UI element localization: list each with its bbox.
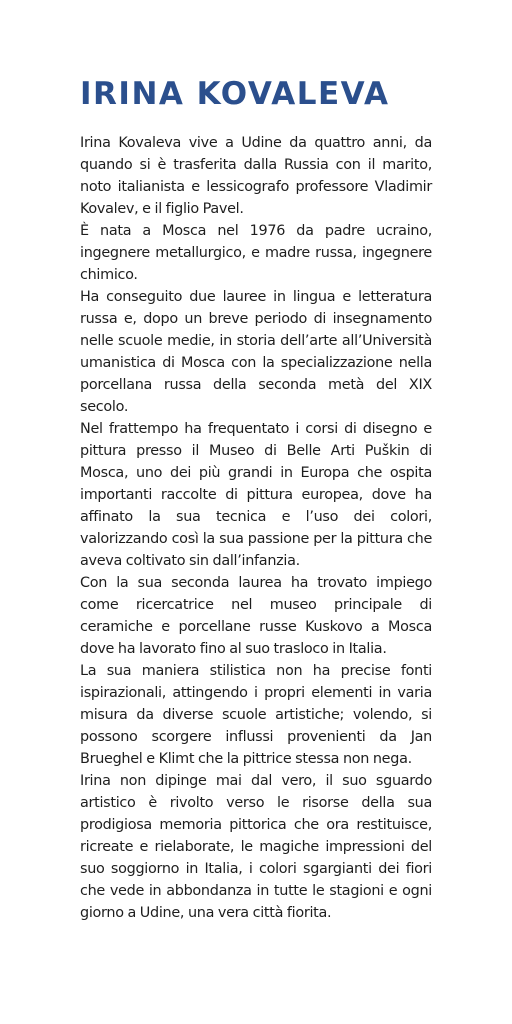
paragraph-inspiration: Irina non dipinge mai dal vero, il suo sguardo artistico è rivolto verso le risorse della sua prodigiosa memoria pittorica che ora restituisce, ricreate e rielaborate, le magiche impressioni del suo soggiorno in Italia, i colori sgargianti dei fiori che vede in abbondanza in tutte le stagioni e ogni giorno a Udine, una vera città fiorita.	[80, 773, 432, 921]
page-title: IRINA KOVALEVA	[80, 76, 390, 112]
paragraph-arrival: Irina Kovaleva vive a Udine da quattro anni, da quando si è trasferita dalla Russia con il marito, noto italianista e lessicografo professore Vladimir Kovalev, e il figlio Pavel.	[80, 135, 432, 217]
paragraph-painting-studies: Nel frattempo ha frequentato i corsi di disegno e pittura presso il Museo di Belle Arti Puškin di Mosca, uno dei più grandi in Europa che ospita importanti raccolte di pittura europea, dove ha affinato la sua tecnica e l’uso dei colori, valorizzando così la sua passione per la pittura che aveva coltivato sin dall’infanzia.	[80, 421, 432, 569]
paragraph-education: Ha conseguito due lauree in lingua e letteratura russa e, dopo un breve periodo di insegnamento nelle scuole medie, in storia dell’arte all’Università umanistica di Mosca con la specializzazione nella porcellana russa della seconda metà del XIX secolo.	[80, 289, 432, 415]
biography-text	[80, 132, 432, 924]
paragraph-birth: È nata a Mosca nel 1976 da padre ucraino, ingegnere metallurgico, e madre russa, ingegnere chimico.	[80, 223, 432, 283]
paragraph-style: La sua maniera stilistica non ha precise fonti ispirazionali, attingendo i propri elementi in varia misura da diverse scuole artistiche; volendo, si possono scorgere influssi provenienti da Jan Brueghel e Klimt che la pittrice stessa non nega.	[80, 663, 432, 767]
paragraph-career: Con la sua seconda laurea ha trovato impiego come ricercatrice nel museo principale di ceramiche e porcellane russe Kuskovo a Mosca dove ha lavorato fino al suo trasloco in Italia.	[80, 575, 432, 657]
